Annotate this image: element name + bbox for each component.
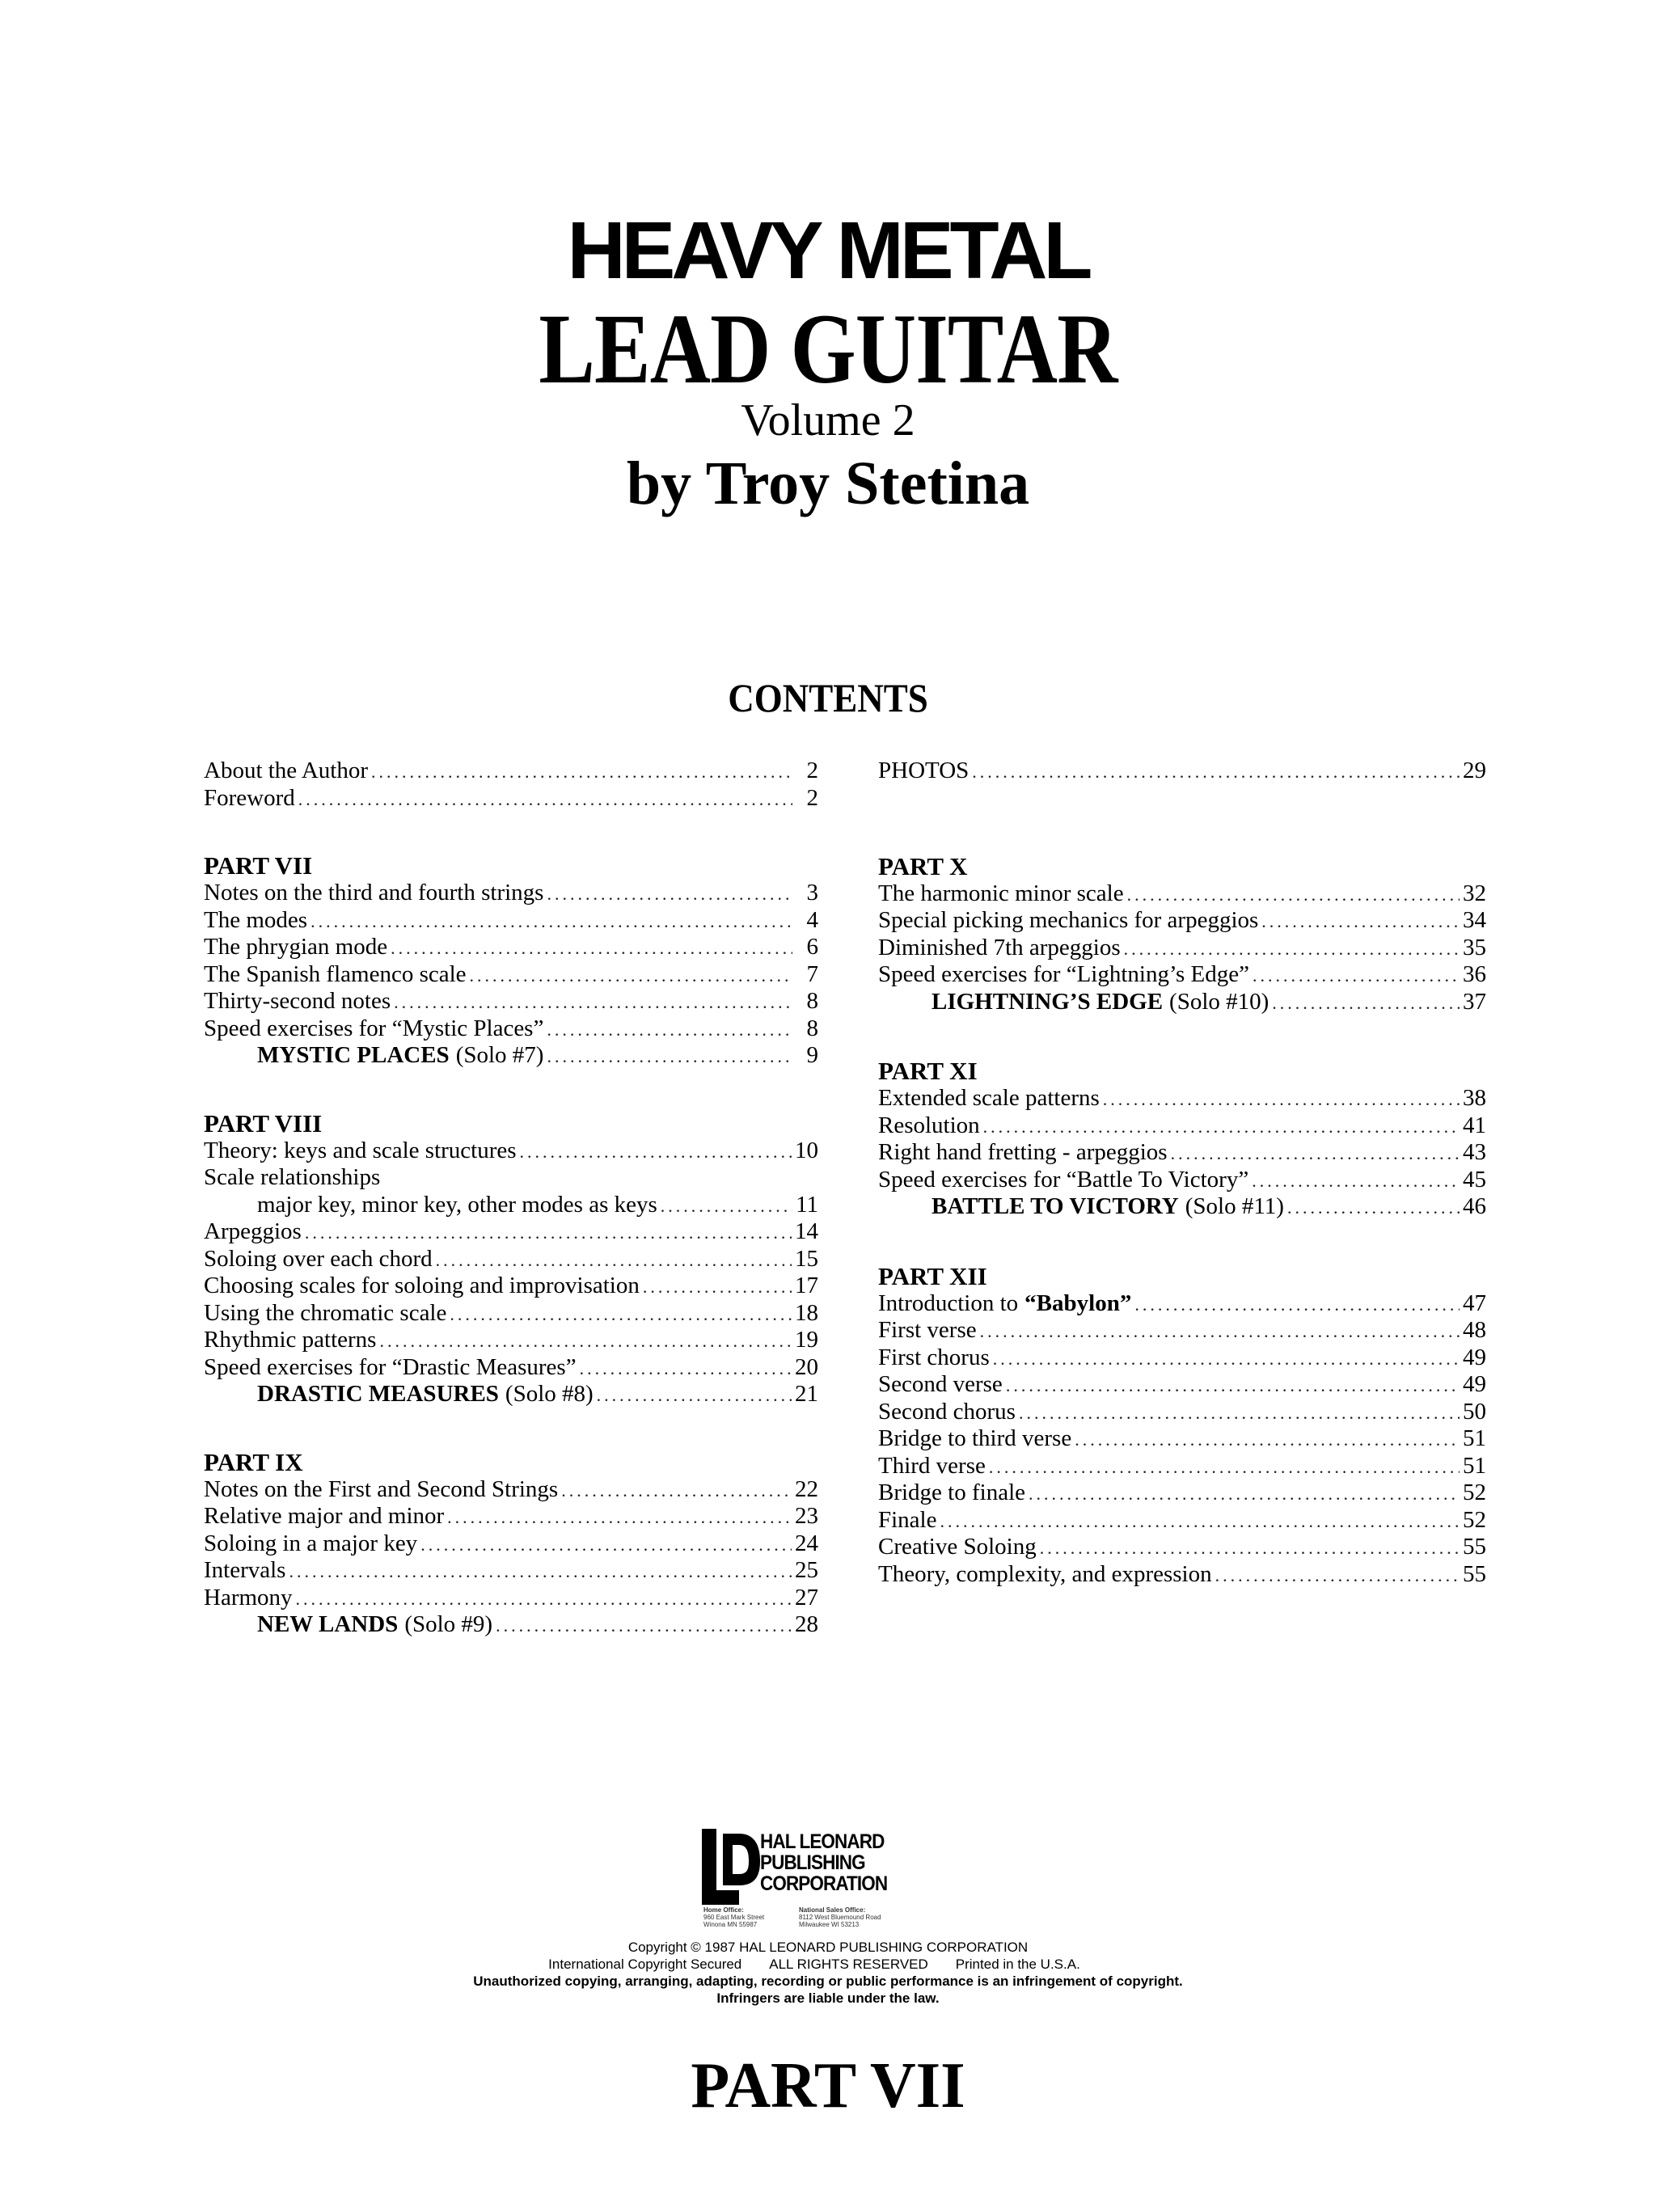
toc-entry bbox=[204, 1557, 818, 1585]
toc-entry-page: 28 bbox=[795, 1611, 818, 1637]
toc-entry bbox=[204, 1273, 818, 1300]
toc-entry bbox=[204, 988, 818, 1015]
toc-entry-page: 19 bbox=[795, 1327, 818, 1353]
toc-entry bbox=[204, 1503, 818, 1530]
toc-entry-title: The Spanish flamenco scale bbox=[204, 960, 467, 987]
part-heading: PART XII bbox=[878, 1261, 987, 1290]
toc-entry-page: 7 bbox=[806, 960, 818, 987]
toc-entry bbox=[204, 1585, 818, 1612]
toc-leader-dots bbox=[940, 1508, 1460, 1534]
toc-entry bbox=[204, 1327, 818, 1354]
toc-entry-page: 10 bbox=[795, 1137, 818, 1163]
toc-entry-page: 21 bbox=[795, 1381, 818, 1407]
toc-entry-page: 17 bbox=[795, 1273, 818, 1298]
copyright-line: Copyright © 1987 HAL LEONARD PUBLISHING CORPORATION bbox=[627, 1940, 1029, 1955]
toc-leader-dots bbox=[1029, 1480, 1460, 1507]
toc-leader-dots bbox=[643, 1273, 792, 1300]
toc-entry bbox=[204, 1300, 818, 1328]
toc-entry-title: Bridge to finale bbox=[878, 1480, 1026, 1505]
toc-leader-dots bbox=[547, 1043, 792, 1070]
toc-entry-title: The harmonic minor scale bbox=[878, 880, 1124, 906]
toc-part7-group bbox=[204, 852, 818, 1070]
solo-number: (Solo #8) bbox=[505, 1381, 594, 1407]
toc-leader-dots bbox=[547, 1016, 792, 1043]
toc-entry bbox=[878, 1139, 1486, 1167]
toc-entry-page: 48 bbox=[1463, 1317, 1486, 1343]
toc-leader-dots bbox=[547, 880, 792, 907]
toc-entry-page: 50 bbox=[1463, 1398, 1486, 1425]
toc-entry-page: 51 bbox=[1463, 1425, 1486, 1451]
toc-entry bbox=[204, 1530, 818, 1558]
toc-entry-page: 55 bbox=[1463, 1534, 1486, 1560]
toc-entry bbox=[204, 934, 818, 961]
solo-title: MYSTIC PLACES bbox=[257, 1042, 450, 1068]
toc-leader-dots bbox=[1134, 1291, 1460, 1318]
toc-entry-page: 35 bbox=[1463, 934, 1486, 960]
toc-entry-title: Foreword bbox=[204, 784, 295, 811]
toc-entry-page: 32 bbox=[1463, 880, 1486, 906]
toc-entry-title: Third verse bbox=[878, 1452, 986, 1479]
toc-part12-group bbox=[878, 1263, 1486, 1589]
toc-entry-title: The phrygian mode bbox=[204, 934, 388, 960]
copyright-block bbox=[0, 1939, 1656, 2007]
toc-leader-dots bbox=[1006, 1372, 1460, 1399]
toc-leader-dots bbox=[1252, 1167, 1460, 1194]
toc-entry-title: Second chorus bbox=[878, 1398, 1016, 1425]
toc-entry-page: 52 bbox=[1463, 1506, 1486, 1533]
toc-part11-group bbox=[878, 1057, 1486, 1221]
toc-leader-dots bbox=[420, 1531, 792, 1558]
toc-intro-group bbox=[204, 758, 818, 812]
toc-entry bbox=[878, 1561, 1486, 1589]
toc-entry-title: Introduction to bbox=[878, 1290, 1019, 1316]
toc-entry-title: First chorus bbox=[878, 1344, 990, 1370]
toc-entry bbox=[878, 1345, 1486, 1372]
toc-leader-dots bbox=[561, 1477, 792, 1504]
home-office-address-line1: 960 East Mark Street bbox=[703, 1914, 765, 1921]
part-heading: PART VIII bbox=[204, 1108, 323, 1138]
toc-entry bbox=[878, 961, 1486, 989]
toc-entry-page: 27 bbox=[795, 1584, 818, 1610]
toc-entry bbox=[204, 1354, 818, 1382]
toc-part8-group bbox=[204, 1110, 818, 1408]
toc-leader-dots bbox=[310, 908, 792, 935]
toc-entry bbox=[204, 758, 818, 785]
toc-leader-dots bbox=[289, 1558, 792, 1585]
toc-entry bbox=[204, 1246, 818, 1273]
toc-entry-title: Notes on the First and Second Strings bbox=[204, 1475, 559, 1502]
toc-solo-entry bbox=[204, 1381, 818, 1408]
toc-entry bbox=[204, 907, 818, 935]
toc-leader-dots bbox=[496, 1612, 792, 1639]
toc-entry-title: Speed exercises for “Drastic Measures” bbox=[204, 1353, 577, 1380]
toc-entry-page: 23 bbox=[795, 1503, 818, 1529]
toc-part10-group bbox=[878, 853, 1486, 1016]
toc-entry-page: 46 bbox=[1463, 1193, 1486, 1219]
toc-entry-title: Speed exercises for “Battle To Victory” bbox=[878, 1166, 1249, 1193]
toc-entry-page: 2 bbox=[806, 758, 818, 783]
toc-solo-entry bbox=[878, 1193, 1486, 1221]
toc-entry-title: Finale bbox=[878, 1506, 937, 1533]
toc-entry-title: Special picking mechanics for arpeggios bbox=[878, 907, 1259, 933]
toc-leader-dots bbox=[1124, 935, 1460, 962]
home-office-label: Home Office: bbox=[703, 1906, 744, 1914]
toc-entry-title: Second verse bbox=[878, 1371, 1003, 1397]
toc-left-column bbox=[204, 758, 818, 1679]
toc-entry bbox=[204, 1138, 818, 1165]
copyright-rights-reserved: ALL RIGHTS RESERVED bbox=[769, 1957, 928, 1972]
toc-leader-dots bbox=[1127, 881, 1460, 908]
toc-entry-page: 34 bbox=[1463, 907, 1486, 933]
toc-entry-page: 24 bbox=[795, 1530, 818, 1556]
toc-entry-title: Soloing in a major key bbox=[204, 1530, 418, 1556]
solo-title: BATTLE TO VICTORY bbox=[932, 1193, 1179, 1219]
solo-number: (Solo #10) bbox=[1169, 988, 1269, 1015]
copyright-warning: Unauthorized copying, arranging, adapting, recording or public performance is an infringement of copyright. bbox=[473, 1973, 1183, 1989]
song-title: “Babylon” bbox=[1024, 1290, 1132, 1316]
toc-entry-title: Speed exercises for “Mystic Places” bbox=[204, 1015, 544, 1041]
hal-leonard-logo-mark-icon bbox=[702, 1829, 762, 1905]
toc-entry bbox=[878, 880, 1486, 908]
toc-entry bbox=[878, 1534, 1486, 1561]
toc-entry-page: 49 bbox=[1463, 1371, 1486, 1397]
toc-entry-page: 49 bbox=[1463, 1344, 1486, 1370]
toc-entry bbox=[204, 1476, 818, 1504]
toc-entry-page: 2 bbox=[806, 784, 818, 811]
book-title-line2: LEAD GUITAR bbox=[539, 293, 1117, 404]
toc-entry-title: First verse bbox=[878, 1317, 977, 1343]
toc-entry-page: 9 bbox=[806, 1042, 818, 1068]
toc-entry-page: 20 bbox=[795, 1353, 818, 1380]
toc-entry-page: 14 bbox=[795, 1218, 818, 1244]
toc-entry-title: Harmony bbox=[204, 1584, 293, 1610]
toc-leader-dots bbox=[1171, 1140, 1460, 1167]
part-heading: PART VII bbox=[204, 851, 313, 880]
toc-entry-page: 22 bbox=[795, 1475, 818, 1502]
toc-leader-dots bbox=[983, 1113, 1460, 1140]
toc-entry-title: The modes bbox=[204, 906, 308, 933]
part-heading-footer: PART VII bbox=[691, 2050, 965, 2121]
sales-office-address-line2: Milwaukee WI 53213 bbox=[799, 1921, 860, 1928]
toc-entry-page: 8 bbox=[806, 988, 818, 1014]
toc-photos-group bbox=[878, 758, 1486, 785]
toc-entry bbox=[878, 1112, 1486, 1140]
toc-leader-dots bbox=[989, 1454, 1460, 1480]
toc-solo-entry bbox=[878, 989, 1486, 1016]
toc-leader-dots bbox=[391, 935, 792, 961]
toc-leader-dots bbox=[1261, 908, 1460, 935]
toc-entry-title: PHOTOS bbox=[878, 758, 970, 783]
book-title-line1: HEAVY METAL bbox=[567, 205, 1089, 296]
toc-entry-title: Rhythmic patterns bbox=[204, 1327, 377, 1353]
toc-entry-title: Extended scale patterns bbox=[878, 1085, 1100, 1111]
toc-entry bbox=[204, 1192, 818, 1219]
toc-entry-page: 38 bbox=[1463, 1085, 1486, 1111]
toc-leader-dots bbox=[980, 1318, 1460, 1345]
toc-entry-page: 8 bbox=[806, 1015, 818, 1041]
toc-leader-dots bbox=[447, 1504, 792, 1530]
home-office-address-line2: Winona MN 55987 bbox=[703, 1921, 758, 1928]
toc-entry bbox=[878, 935, 1486, 962]
toc-entry-title: Arpeggios bbox=[204, 1218, 302, 1244]
toc-right-column bbox=[878, 758, 1486, 1628]
toc-entry-title: Theory, complexity, and expression bbox=[878, 1560, 1212, 1587]
toc-leader-dots bbox=[580, 1355, 792, 1382]
toc-leader-dots bbox=[470, 962, 792, 989]
toc-leader-dots bbox=[450, 1301, 792, 1328]
toc-entry-title: Bridge to third verse bbox=[878, 1425, 1072, 1451]
toc-entry-page: 11 bbox=[796, 1191, 818, 1218]
toc-leader-dots bbox=[1272, 990, 1460, 1016]
toc-leader-dots bbox=[298, 786, 792, 813]
toc-entry-title: Notes on the third and fourth strings bbox=[204, 880, 544, 905]
toc-entry-page: 37 bbox=[1463, 988, 1486, 1015]
toc-entry-page: 47 bbox=[1463, 1290, 1486, 1316]
part-heading: PART XI bbox=[878, 1057, 978, 1085]
book-author: by Troy Stetina bbox=[626, 450, 1030, 517]
toc-leader-dots bbox=[296, 1585, 792, 1612]
toc-entry bbox=[878, 1085, 1486, 1112]
toc-entry-title: Intervals bbox=[204, 1557, 286, 1583]
toc-entry-title: Diminished 7th arpeggios bbox=[878, 934, 1121, 960]
toc-leader-dots bbox=[1287, 1194, 1460, 1221]
solo-title: DRASTIC MEASURES bbox=[257, 1381, 499, 1407]
toc-entry-page: 6 bbox=[806, 934, 818, 960]
toc-entry bbox=[878, 1425, 1486, 1453]
toc-entry bbox=[204, 1164, 818, 1192]
toc-entry-page: 3 bbox=[806, 880, 818, 905]
toc-entry-title: Using the chromatic scale bbox=[204, 1299, 447, 1326]
toc-entry-page: 36 bbox=[1463, 961, 1486, 987]
toc-leader-dots bbox=[1253, 962, 1460, 989]
toc-leader-dots bbox=[1019, 1399, 1460, 1426]
toc-leader-dots bbox=[305, 1219, 792, 1246]
toc-entry-title: Speed exercises for “Lightning’s Edge” bbox=[878, 961, 1250, 987]
toc-leader-dots bbox=[379, 1328, 792, 1354]
toc-leader-dots bbox=[1215, 1562, 1460, 1589]
sales-office-address-line1: 8112 West Bluemound Road bbox=[799, 1914, 881, 1921]
toc-leader-dots bbox=[972, 758, 1460, 785]
toc-entry bbox=[204, 1015, 818, 1043]
toc-entry bbox=[878, 1317, 1486, 1345]
toc-entry bbox=[878, 758, 1486, 785]
toc-leader-dots bbox=[520, 1138, 792, 1165]
toc-entry-title: major key, minor key, other modes as keys bbox=[257, 1191, 657, 1218]
toc-leader-dots bbox=[1103, 1086, 1460, 1112]
toc-leader-dots bbox=[661, 1193, 792, 1219]
toc-leader-dots bbox=[394, 989, 792, 1015]
toc-entry bbox=[204, 961, 818, 989]
toc-entry-page: 55 bbox=[1463, 1560, 1486, 1587]
publisher-name-line2: PUBLISHING bbox=[760, 1851, 865, 1874]
toc-leader-dots bbox=[597, 1382, 792, 1408]
toc-entry-title: Resolution bbox=[878, 1112, 980, 1138]
solo-number: (Solo #7) bbox=[455, 1042, 544, 1068]
toc-entry bbox=[878, 1290, 1486, 1318]
toc-solo-entry bbox=[204, 1042, 818, 1070]
toc-entry bbox=[878, 1507, 1486, 1534]
copyright-rights-line bbox=[0, 1956, 1656, 1973]
solo-number: (Solo #11) bbox=[1185, 1193, 1284, 1219]
toc-leader-dots bbox=[1075, 1426, 1460, 1453]
toc-entry bbox=[878, 1167, 1486, 1194]
toc-entry-title: Scale relationships bbox=[204, 1164, 381, 1190]
toc-entry-title: Thirty-second notes bbox=[204, 988, 391, 1014]
solo-title: NEW LANDS bbox=[257, 1611, 399, 1637]
toc-leader-dots bbox=[993, 1345, 1460, 1372]
book-volume: Volume 2 bbox=[741, 395, 915, 445]
sales-office-label: National Sales Office: bbox=[799, 1906, 866, 1914]
publisher-name-line3: CORPORATION bbox=[760, 1872, 888, 1895]
toc-entry-page: 45 bbox=[1463, 1166, 1486, 1193]
toc-entry-page: 25 bbox=[795, 1557, 818, 1583]
toc-entry bbox=[204, 785, 818, 813]
toc-entry-title: Relative major and minor bbox=[204, 1503, 445, 1529]
part-heading: PART IX bbox=[204, 1447, 303, 1476]
toc-entry-page: 41 bbox=[1463, 1112, 1486, 1138]
publisher-logo bbox=[702, 1829, 919, 1926]
part-heading: PART X bbox=[878, 851, 968, 880]
copyright-intl: International Copyright Secured bbox=[548, 1957, 742, 1972]
toc-part9-group bbox=[204, 1449, 818, 1639]
toc-leader-dots bbox=[371, 758, 792, 785]
toc-entry bbox=[204, 1218, 818, 1246]
toc-entry bbox=[878, 1480, 1486, 1507]
toc-entry-title: Right hand fretting - arpeggios bbox=[878, 1139, 1168, 1165]
toc-entry-title: Choosing scales for soloing and improvisation bbox=[204, 1273, 640, 1298]
toc-leader-dots bbox=[1040, 1534, 1460, 1561]
toc-entry-page: 15 bbox=[795, 1245, 818, 1272]
toc-entry bbox=[878, 907, 1486, 935]
toc-entry bbox=[878, 1371, 1486, 1399]
solo-number: (Solo #9) bbox=[404, 1611, 493, 1637]
toc-entry bbox=[204, 880, 818, 907]
copyright-infringers: Infringers are liable under the law. bbox=[716, 1990, 940, 2006]
toc-entry bbox=[878, 1453, 1486, 1480]
toc-entry-page: 43 bbox=[1463, 1139, 1486, 1165]
solo-title: LIGHTNING’S EDGE bbox=[932, 988, 1164, 1015]
copyright-printed-in: Printed in the U.S.A. bbox=[955, 1957, 1080, 1972]
toc-entry-page: 29 bbox=[1463, 758, 1486, 783]
toc-entry-page: 18 bbox=[795, 1299, 818, 1326]
toc-entry bbox=[878, 1399, 1486, 1426]
contents-heading: CONTENTS bbox=[728, 675, 928, 720]
toc-solo-entry bbox=[204, 1611, 818, 1639]
toc-entry-page: 4 bbox=[806, 906, 818, 933]
toc-entry-title: Theory: keys and scale structures bbox=[204, 1137, 517, 1163]
toc-entry-page: 52 bbox=[1463, 1480, 1486, 1505]
toc-entry-title: About the Author bbox=[204, 758, 368, 783]
toc-leader-dots bbox=[436, 1247, 792, 1273]
toc-entry-title: Soloing over each chord bbox=[204, 1245, 433, 1272]
publisher-name-line1: HAL LEONARD bbox=[760, 1830, 885, 1853]
toc-entry-title: Creative Soloing bbox=[878, 1534, 1037, 1560]
toc-entry-page: 51 bbox=[1463, 1452, 1486, 1479]
